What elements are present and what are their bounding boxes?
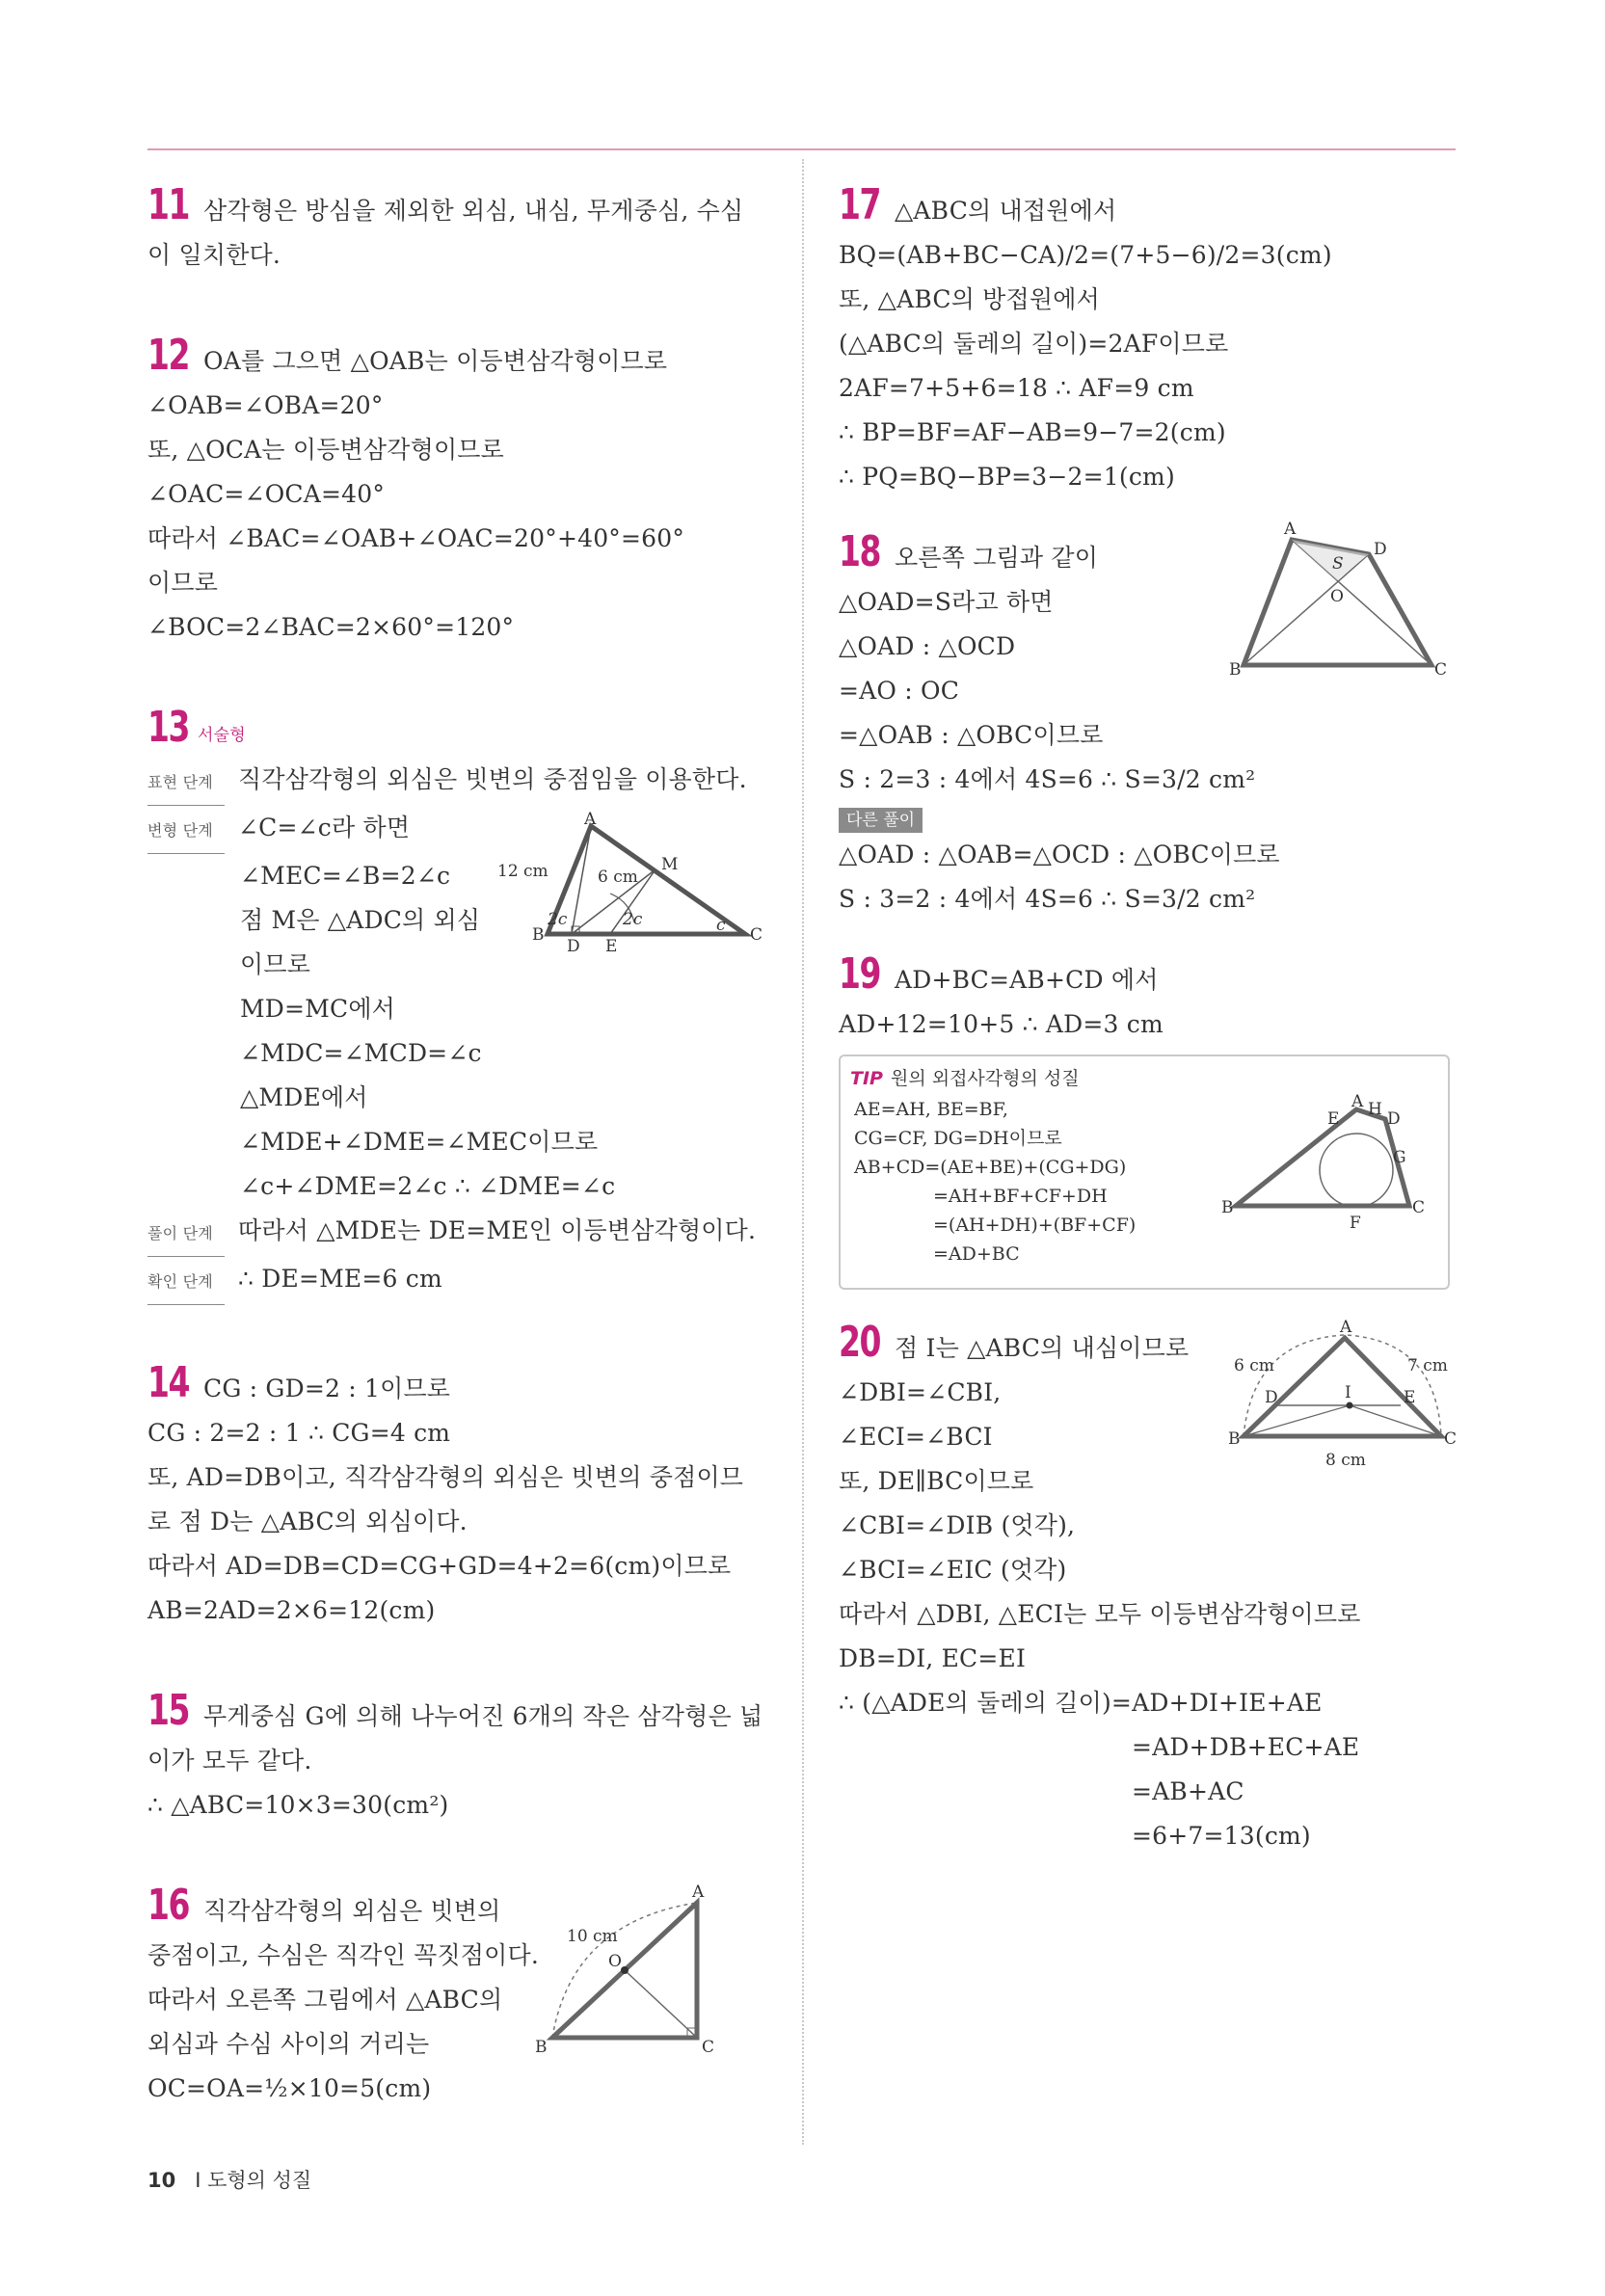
text-line: ∠ECI=∠BCI (839, 1423, 993, 1451)
text-line: CG : GD=2 : 1이므로 (203, 1374, 451, 1402)
label-H: H (1368, 1100, 1382, 1119)
text-line: 직각삼각형의 외심은 빗변의 중점임을 이용한다. (238, 764, 747, 793)
tip-title: 원의 외접사각형의 성질 (890, 1068, 1080, 1089)
problem-number: 11 (147, 180, 189, 229)
text-line: CG : 2=2 : 1 ∴ CG=4 cm (147, 1418, 451, 1447)
text-line: AD+12=10+5 ∴ AD=3 cm (839, 1010, 1164, 1038)
label-D: D (567, 937, 580, 956)
problem-14 (147, 1357, 764, 1633)
problem-number: 19 (839, 949, 880, 999)
problem-number: 17 (839, 180, 880, 229)
tip-line: =(AH+DH)+(BF+CF) (933, 1215, 1137, 1236)
page-number: 10 (147, 2169, 176, 2192)
text-line: △OAD : △OAB=△OCD : △OBC이므로 (839, 841, 1280, 868)
text-line: 따라서 △MDE는 DE=ME인 이등변삼각형이다. (238, 1215, 757, 1244)
text-line: △ABC의 내접원에서 (895, 197, 1117, 225)
label-A: A (1340, 1318, 1352, 1337)
label-O: O (1330, 587, 1344, 606)
text-line: ∠CBI=∠DIB (엇각), (839, 1511, 1076, 1539)
problem-11 (147, 180, 764, 278)
text-line: AD+BC=AB+CD 에서 (895, 966, 1159, 994)
text-line: 2AF=7+5+6=18 ∴ AF=9 cm (839, 374, 1194, 402)
text-line: 직각삼각형의 외심은 빗변의 (203, 1896, 501, 1925)
text-line: 이가 모두 같다. (147, 1746, 312, 1775)
text-line: △MDE에서 (240, 1082, 368, 1111)
label-C: C (1412, 1198, 1426, 1217)
label-6cm: 6 cm (1234, 1356, 1274, 1375)
text-line: 이므로 (240, 949, 311, 978)
text-line: ∠MDE+∠DME=∠MEC이므로 (240, 1127, 599, 1156)
problem-20 (839, 1318, 1458, 1858)
label-F: F (1350, 1214, 1361, 1233)
step-label: 확인 단계 (147, 1260, 225, 1305)
problem-number: 12 (147, 331, 189, 380)
text-line: 삼각형은 방심을 제외한 외심, 내심, 무게중심, 수심 (203, 197, 744, 225)
label-D: D (1265, 1388, 1278, 1407)
text-line: =AO : OC (839, 677, 960, 705)
text-line: S : 2=3 : 4에서 4S=6 ∴ S=3/2 cm² (839, 765, 1256, 793)
text-line: △OAD : △OCD (839, 632, 1016, 660)
text-line: 또, AD=DB이고, 직각삼각형의 외심은 빗변의 중점이므 (147, 1462, 744, 1491)
text-line: =△OAB : △OBC이므로 (839, 721, 1104, 749)
label-A: A (1351, 1092, 1364, 1111)
problem-number: 18 (839, 527, 880, 576)
text-line: AB=2AD=2×6=12(cm) (147, 1595, 436, 1624)
text-line: 이 일치한다. (147, 241, 281, 269)
label-D: D (1387, 1109, 1401, 1129)
label-A: A (584, 810, 597, 829)
text-line: ∠MEC=∠B=2∠c (240, 861, 451, 890)
label-I: I (1345, 1383, 1351, 1402)
text-line: ∴ (△ADE의 둘레의 길이)=AD+DI+IE+AE (839, 1689, 1323, 1717)
label-C: C (702, 2037, 715, 2057)
text-line: (△ABC의 둘레의 길이)=2AF이므로 (839, 330, 1229, 358)
text-line: =AD+DB+EC+AE (1132, 1733, 1360, 1761)
text-line: 따라서 △DBI, △ECI는 모두 이등변삼각형이므로 (839, 1600, 1361, 1628)
problem-16 (147, 1880, 764, 2111)
text-line: ∴ △ABC=10×3=30(cm²) (147, 1790, 449, 1819)
figure-20-incenter (1224, 1318, 1458, 1484)
problem-18 (839, 520, 1456, 921)
text-line: 따라서 ∠BAC=∠OAB+∠OAC=20°+40°=60° (147, 524, 685, 552)
chapter-title: Ⅰ 도형의 성질 (195, 2169, 312, 2192)
label-c: c (716, 916, 726, 935)
label-D: D (1374, 540, 1387, 559)
label-A: A (692, 1882, 705, 1902)
step-label: 변형 단계 (147, 809, 225, 854)
text-line: BQ=(AB+BC−CA)/2=(7+5−6)/2=3(cm) (839, 241, 1332, 269)
text-line: 무게중심 G에 의해 나누어진 6개의 작은 삼각형은 넓 (203, 1701, 763, 1730)
page-footer (147, 2165, 311, 2194)
tip-line: =AD+BC (933, 1243, 1020, 1265)
text-line: DB=DI, EC=EI (839, 1644, 1027, 1672)
label-B: B (1228, 1429, 1241, 1449)
problem-19 (839, 949, 1456, 1290)
text-line: ∴ DE=ME=6 cm (238, 1264, 442, 1293)
header-rule (147, 148, 1456, 150)
label-8cm: 8 cm (1325, 1451, 1366, 1470)
label-E: E (1327, 1109, 1340, 1129)
label-2c-e: 2c (623, 910, 643, 929)
tip-line: AB+CD=(AE+BE)+(CG+DG) (854, 1157, 1127, 1178)
label-10cm: 10 cm (567, 1926, 618, 1946)
problem-number: 16 (147, 1880, 189, 1930)
label-O: O (608, 1951, 622, 1971)
text-line: ∠MDC=∠MCD=∠c (240, 1038, 482, 1067)
problem-17 (839, 180, 1456, 499)
label-E: E (605, 937, 618, 956)
label-S: S (1332, 554, 1344, 574)
label-12cm: 12 cm (497, 862, 548, 881)
label-7cm: 7 cm (1407, 1356, 1448, 1375)
text-line: S : 3=2 : 4에서 4S=6 ∴ S=3/2 cm² (839, 885, 1256, 913)
column-divider (802, 159, 804, 2145)
figure-18-quadrilateral (1224, 521, 1456, 684)
left-column (147, 180, 764, 2111)
label-B: B (535, 2037, 548, 2057)
alt-solution-badge: 다른 풀이 (839, 808, 923, 833)
label-M: M (661, 855, 679, 874)
text-line: 점 M은 △ADC의 외심 (240, 905, 481, 934)
text-line: ∠BOC=2∠BAC=2×60°=120° (147, 613, 515, 641)
text-line: ∠OAB=∠OBA=20° (147, 391, 384, 419)
text-line: OA를 그으면 △OAB는 이등변삼각형이므로 (203, 347, 668, 375)
label-B: B (1229, 660, 1242, 680)
essay-tag: 서술형 (198, 725, 246, 745)
text-line: ∠BCI=∠EIC (엇각) (839, 1556, 1067, 1584)
text-line: 따라서 AD=DB=CD=CG+GD=4+2=6(cm)이므로 (147, 1551, 732, 1580)
text-line: 이므로 (147, 569, 219, 597)
label-E: E (1404, 1388, 1416, 1407)
label-G: G (1393, 1148, 1406, 1167)
step-label: 표현 단계 (147, 761, 225, 806)
text-line: 외심과 수심 사이의 거리는 (147, 2029, 430, 2058)
text-line: OC=OA=½×10=5(cm) (147, 2073, 432, 2102)
text-line: ∠c+∠DME=2∠c ∴ ∠DME=∠c (240, 1171, 616, 1200)
text-line: MD=MC에서 (240, 994, 396, 1023)
problem-15 (147, 1685, 764, 1828)
label-C: C (1444, 1429, 1458, 1449)
text-line: ∴ PQ=BQ−BP=3−2=1(cm) (839, 463, 1175, 491)
label-6cm: 6 cm (598, 868, 638, 887)
text-line: 따라서 오른쪽 그림에서 △ABC의 (147, 1985, 503, 2014)
text-line: △OAD=S라고 하면 (839, 588, 1054, 616)
text-line: ∠DBI=∠CBI, (839, 1378, 1002, 1406)
right-column (839, 180, 1458, 1858)
step-label: 풀이 단계 (147, 1212, 225, 1257)
text-line: 점 I는 △ABC의 내심이므로 (895, 1334, 1190, 1362)
tip-line: AE=AH, BE=BF, (854, 1099, 1008, 1120)
tip-line: CG=CF, DG=DH이므로 (854, 1128, 1062, 1149)
tip-box (839, 1055, 1450, 1290)
problem-number: 20 (839, 1318, 880, 1367)
problem-number: 15 (147, 1685, 189, 1735)
label-B: B (1221, 1198, 1234, 1217)
text-line: ∴ BP=BF=AF−AB=9−7=2(cm) (839, 418, 1226, 446)
label-B: B (532, 925, 545, 945)
figure-19-circumscribed-quad (1221, 1092, 1443, 1240)
text-line: 또, DE∥BC이므로 (839, 1467, 1034, 1495)
tip-badge: TIP (850, 1068, 883, 1089)
text-line: ∠C=∠c라 하면 (238, 813, 411, 841)
problem-number: 13 (147, 703, 189, 752)
label-C: C (1434, 660, 1448, 680)
label-C: C (750, 925, 763, 945)
problem-13 (147, 703, 764, 1305)
text-line: =AB+AC (1132, 1777, 1244, 1805)
text-line: 로 점 D는 △ABC의 외심이다. (147, 1507, 468, 1535)
text-line: =6+7=13(cm) (1132, 1822, 1311, 1850)
text-line: ∠OAC=∠OCA=40° (147, 480, 386, 508)
tip-line: =AH+BF+CF+DH (933, 1186, 1108, 1207)
text-line: 오른쪽 그림과 같이 (895, 544, 1099, 572)
figure-16-right-triangle (533, 1883, 764, 2076)
text-line: 중점이고, 수심은 직각인 꼭짓점이다. (147, 1940, 539, 1969)
label-2c-b: 2c (548, 910, 568, 929)
figure-13-triangle (497, 810, 769, 956)
text-line: 또, △OCA는 이등변삼각형이므로 (147, 436, 504, 464)
problem-number: 14 (147, 1357, 189, 1407)
problem-12 (147, 331, 764, 650)
label-A: A (1284, 520, 1297, 539)
text-line: 또, △ABC의 방접원에서 (839, 285, 1100, 313)
